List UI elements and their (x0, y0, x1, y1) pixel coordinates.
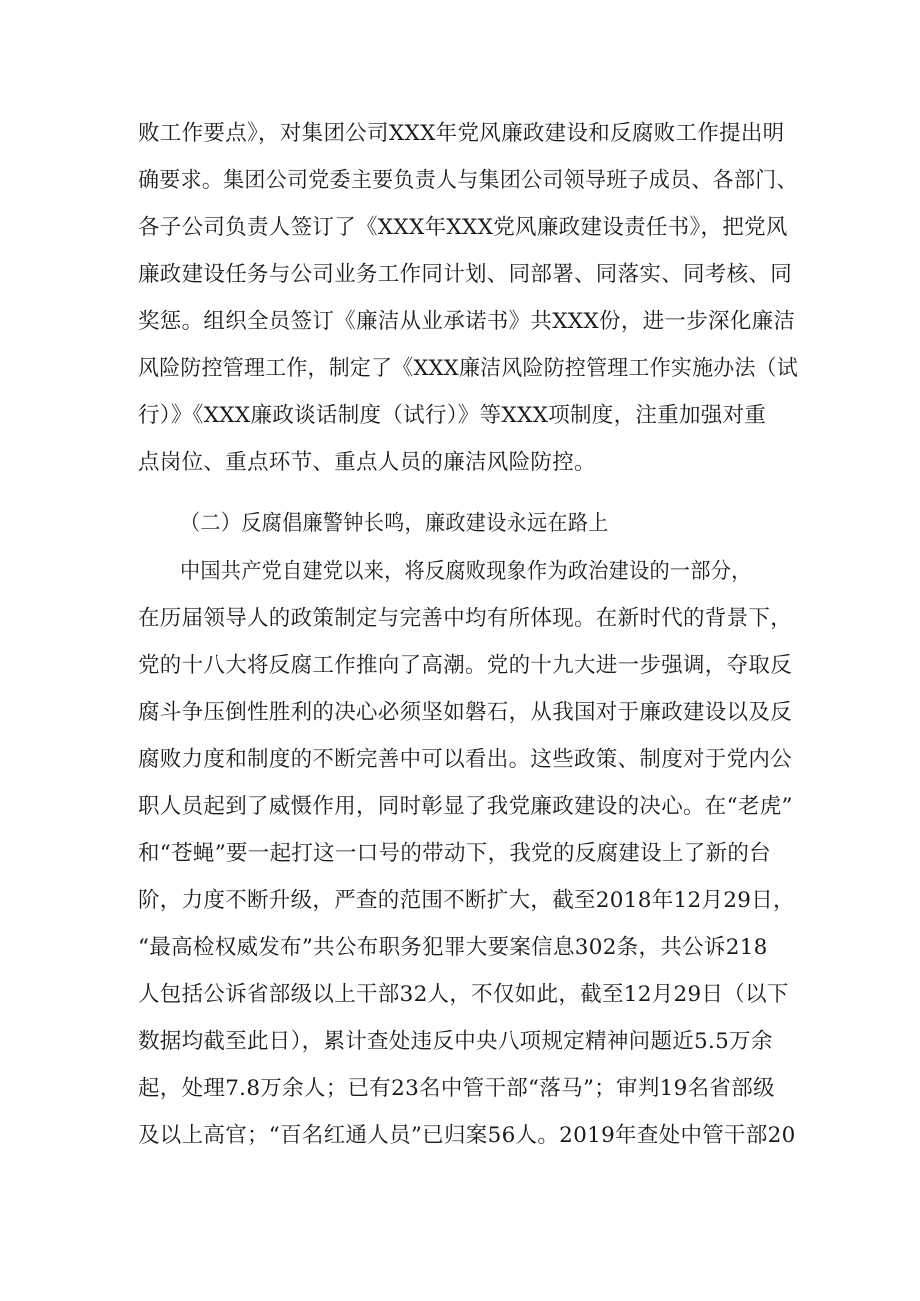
body-text-line: 败工作要点》，对集团公司XXX年党风廉政建设和反腐败工作提出明 (138, 121, 785, 146)
paragraph-first-line: 中国共产党自建党以来，将反腐败现象作为政治建设的一部分， (180, 559, 752, 584)
section-heading: （二）反腐倡廉警钟长鸣，廉政建设永远在路上 (180, 511, 609, 536)
body-text-line: 行）》《XXX廉政谈话制度（试行）》等XXX项制度，注重加强对重 (138, 403, 767, 428)
body-text-line: 廉政建设任务与公司业务工作同计划、同部署、同落实、同考核、同 (138, 262, 793, 287)
body-text-line: 起，处理7.8万余人；已有23名中管干部“落马”；审判19名省部级 (138, 1076, 775, 1101)
body-text-line: “最高检权威发布”共公布职务犯罪大要案信息302条，共公诉218 (138, 935, 768, 960)
body-text-line: 在历届领导人的政策制定与完善中均有所体现。在新时代的背景下， (138, 606, 793, 631)
body-text-line: 风险防控管理工作，制定了《XXX廉洁风险防控管理工作实施办法（试 (138, 356, 799, 381)
body-text-line: 职人员起到了威慑作用，同时彰显了我党廉政建设的决心。在“老虎” (138, 794, 793, 819)
body-text-line: 腐斗争压倒性胜利的决心必须坚如磐石，从我国对于廉政建设以及反 (138, 700, 793, 725)
body-text-line: 各子公司负责人签订了《XXX年XXX党风廉政建设责任书》，把党风 (138, 215, 788, 240)
body-text-line: 及以上高官；“百名红通人员”已归案56人。2019年查处中管干部20 (138, 1123, 796, 1148)
body-text-line: 奖惩。组织全员签订《廉洁从业承诺书》共XXX份，进一步深化廉洁 (138, 309, 796, 334)
body-text-line: 党的十八大将反腐工作推向了高潮。党的十九大进一步强调，夺取反 (138, 653, 793, 678)
body-text-line: 确要求。集团公司党委主要负责人与集团公司领导班子成员、各部门、 (138, 168, 798, 193)
body-text-line: 和“苍蝇”要一起打这一口号的带动下，我党的反腐建设上了新的台 (138, 841, 771, 866)
body-text-line: 阶，力度不断升级，严查的范围不断扩大，截至2018年12月29日， (138, 888, 795, 913)
body-text-line: 人包括公诉省部级以上干部32人，不仅如此，截至12月29日（以下 (138, 982, 789, 1007)
body-text-line: 数据均截至此日），累计查处违反中央八项规定精神问题近5.5万余 (138, 1029, 773, 1054)
body-text-line: 点岗位、重点环节、重点人员的廉洁风险防控。 (138, 450, 596, 475)
body-text-line: 腐败力度和制度的不断完善中可以看出。这些政策、制度对于党内公 (138, 747, 793, 772)
